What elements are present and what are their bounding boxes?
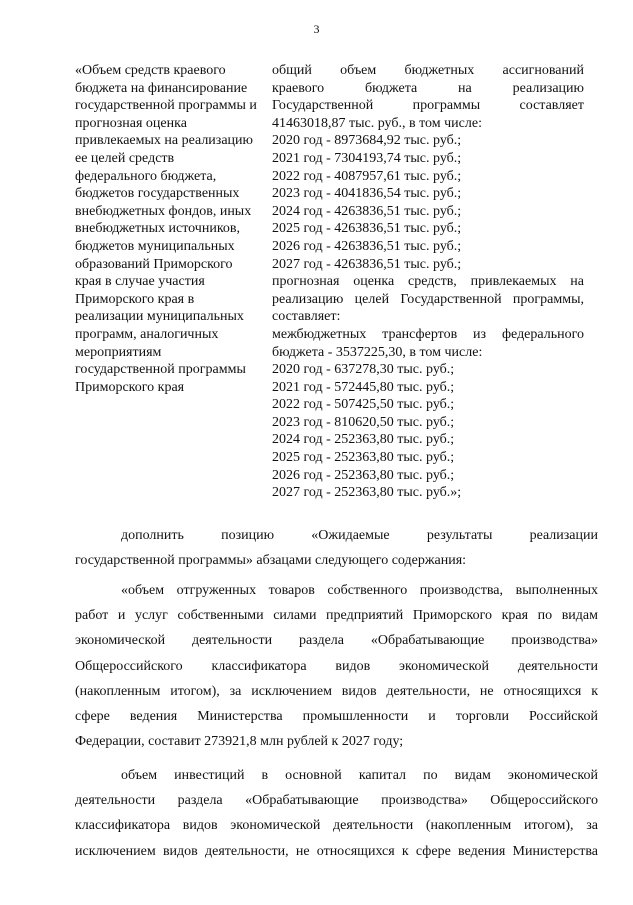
position-label-line: федерального бюджета, <box>75 168 217 184</box>
position-label-line: Приморского края <box>75 379 185 395</box>
federal-year-amount: 2020 год - 637278,30 тыс. руб.; <box>272 362 455 378</box>
position-label-line: внебюджетных фондов, иных <box>75 203 252 219</box>
position-label-line: бюджетов муниципальных <box>75 238 235 254</box>
position-label-line: государственной программы <box>75 362 246 378</box>
position-label-line: ее целей средств <box>75 150 175 166</box>
funding-details-column <box>272 62 584 502</box>
paragraph-line: Федерации, составит 273921,8 млн рублей к 2027 году; <box>75 734 404 750</box>
funding-total-line: 41463018,87 тыс. руб., в том числе: <box>272 115 482 131</box>
federal-year-amount: 2021 год - 572445,80 тыс. руб.; <box>272 379 455 395</box>
paragraph-line: «объем отгруженных товаров собственного производства, выполненных <box>121 583 598 598</box>
paragraph-line: (накопленным итогом), за исключением видов деятельности, не относящихся к <box>75 683 598 699</box>
paragraph-line: исключением видов деятельности, не относящихся к сфере ведения Министерства <box>75 843 598 859</box>
forecast-line: реализацию целей Государственной программы, <box>272 291 584 307</box>
regional-year-amount: 2027 год - 4263836,51 тыс. руб.; <box>272 256 462 272</box>
regional-year-amount: 2021 год - 7304193,74 тыс. руб.; <box>272 150 462 166</box>
amendment-paragraph <box>75 523 598 573</box>
transfer-line: межбюджетных трансфертов из федерального <box>272 326 584 342</box>
page-number: 3 <box>313 22 320 36</box>
position-label-line: Приморского края в <box>75 291 195 307</box>
federal-year-amount: 2027 год - 252363,80 тыс. руб.»; <box>272 485 462 501</box>
position-label-line: «Объем средств краевого <box>75 63 226 78</box>
federal-year-amount: 2026 год - 252363,80 тыс. руб.; <box>272 467 455 483</box>
paragraph-line: экономической деятельности раздела «Обрабатывающие производства» <box>75 633 598 649</box>
position-label-line: образований Приморского <box>75 256 233 272</box>
federal-year-amount: 2022 год - 507425,50 тыс. руб.; <box>272 397 455 413</box>
position-label-line: привлекаемых на реализацию <box>75 133 253 149</box>
federal-total-line: бюджета - 3537225,30, в том числе: <box>272 344 483 360</box>
paragraph-line: классификатора видов экономической деятельности (накопленным итогом), за <box>75 818 598 834</box>
position-label-line: мероприятиям <box>75 344 162 360</box>
federal-year-amount: 2023 год - 810620,50 тыс. руб.; <box>272 414 455 430</box>
position-label-line: государственной программы и <box>75 98 257 114</box>
regional-year-amount: 2025 год - 4263836,51 тыс. руб.; <box>272 221 462 237</box>
funding-intro-line: краевого бюджета на реализацию <box>272 80 584 96</box>
paragraph-line: государственной программы» абзацами следующего содержания: <box>75 553 467 569</box>
paragraph-line: сфере ведения Министерства промышленности и торговли Российской <box>75 709 598 725</box>
paragraph-line: деятельности раздела «Обрабатывающие производства» Общероссийского <box>75 793 598 809</box>
regional-year-amount: 2022 год - 4087957,61 тыс. руб.; <box>272 168 462 184</box>
paragraph-line: Общероссийского классификатора видов экономической деятельности <box>75 658 598 674</box>
forecast-line: прогнозная оценка средств, привлекаемых на <box>272 274 584 290</box>
position-label-line: внебюджетных источников, <box>75 221 241 237</box>
regional-year-amount: 2026 год - 4263836,51 тыс. руб.; <box>272 238 462 254</box>
position-label-line: прогнозная оценка <box>75 115 187 131</box>
paragraph-line: работ и услуг собственными силами предприятий Приморского края по видам <box>75 608 598 624</box>
shipped-goods-paragraph <box>75 578 598 754</box>
position-label-line: бюджета на финансирование <box>75 80 248 96</box>
position-label-line: бюджетов государственных <box>75 186 240 202</box>
regional-year-amount: 2023 год - 4041836,54 тыс. руб.; <box>272 186 462 202</box>
regional-year-amount: 2024 год - 4263836,51 тыс. руб.; <box>272 203 462 219</box>
funding-intro-line: Государственной программы составляет <box>272 98 584 114</box>
position-label-line: края в случае участия <box>75 274 205 290</box>
position-label-line: реализации муниципальных <box>75 309 244 325</box>
forecast-tail-line: составляет: <box>272 309 341 325</box>
federal-year-amount: 2024 год - 252363,80 тыс. руб.; <box>272 432 455 448</box>
funding-intro-line: общий объем бюджетных ассигнований <box>272 63 584 78</box>
position-label-line: программ, аналогичных <box>75 326 219 342</box>
federal-year-amount: 2025 год - 252363,80 тыс. руб.; <box>272 450 455 466</box>
investment-paragraph <box>75 763 598 864</box>
position-label-column <box>75 62 270 396</box>
paragraph-line: объем инвестиций в основной капитал по видам экономической <box>121 768 598 783</box>
regional-year-amount: 2020 год - 8973684,92 тыс. руб.; <box>272 133 462 149</box>
paragraph-line: дополнить позицию «Ожидаемые результаты реализации <box>121 528 598 543</box>
